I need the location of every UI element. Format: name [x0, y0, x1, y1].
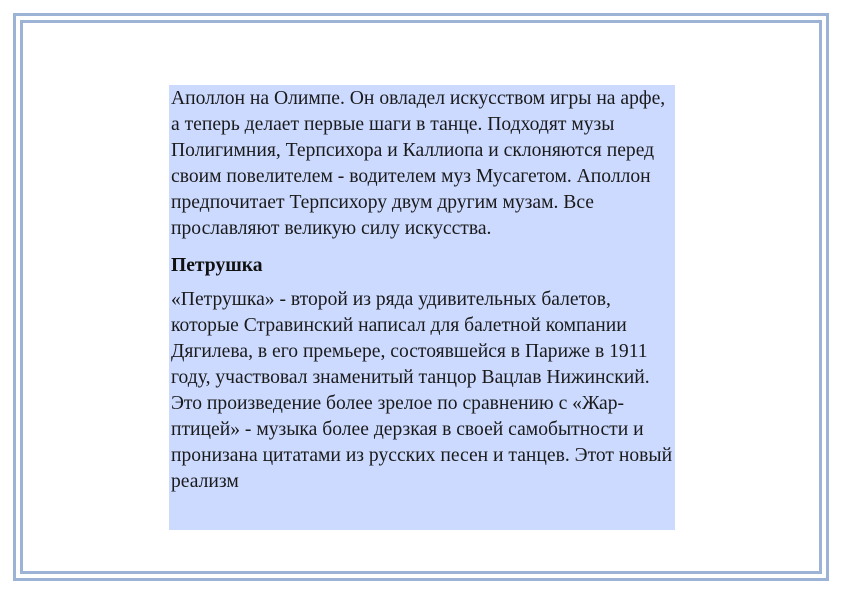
- paragraph-apollo: Аполлон на Олимпе. Он овладел искусством игры на арфе, а теперь делает первые шаги в танце. Подходят музы Полигимния, Терпсихора и Каллиопа и склоняются перед своим повелителем - водителем муз Мусагетом. Аполлон предпочитает Терпсихору двум другим музам. Все прославляют великую силу искусства.: [171, 88, 666, 240]
- paragraph-petrushka: «Петрушка» - второй из ряда удивительных балетов, которые Стравинский написал для балетной компании Дягилева, в его премьере, состоявшейся в Париже в 1911 году, участвовал знаменитый танцор Вацлав Нижинский. Это произведение более зрелое по сравнению с «Жар-птицей» - музыка более дерзкая в своей самобытности и пронизана цитатами из русских песен и танцев. Этот новый реализм: [171, 288, 673, 493]
- text-block: [169, 85, 675, 530]
- section-heading-petrushka: Петрушка: [171, 254, 263, 276]
